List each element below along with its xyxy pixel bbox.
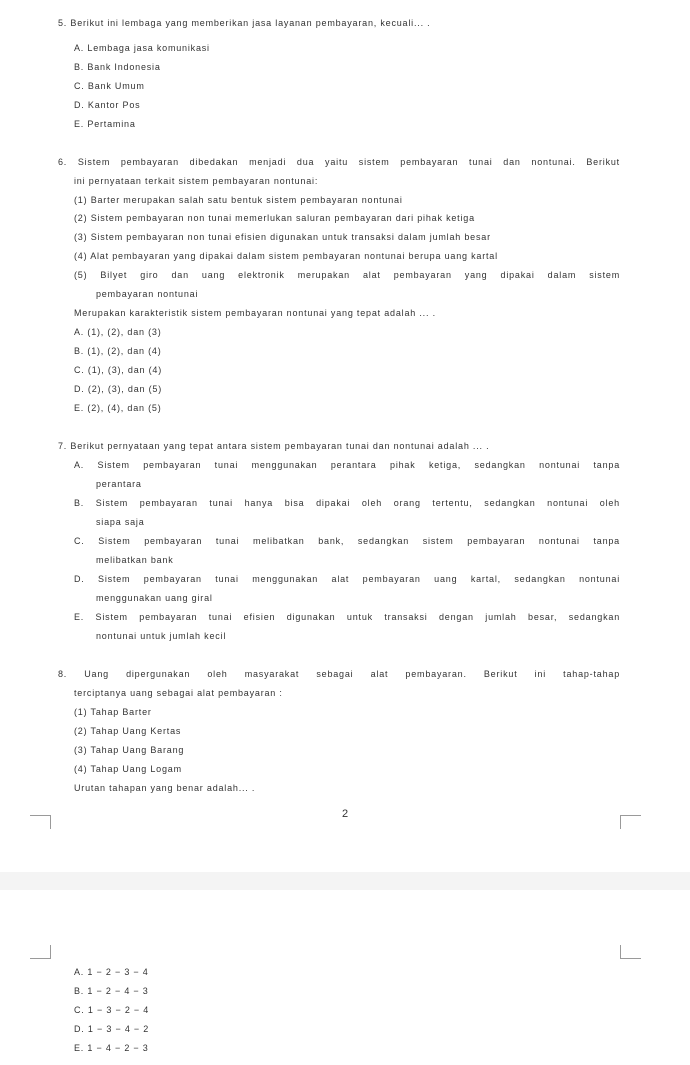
q6-statement-2: (2) Sistem pembayaran non tunai memerlukan saluran pembayaran dari pihak ketiga (74, 213, 475, 223)
crop-mark-bottom-right (620, 945, 641, 959)
q6-statement-5-line-1: (5) Bilyet giro dan uang elektronik merupakan alat pembayaran yang dipakai dalam sistem (74, 270, 620, 280)
q6-option-d: D. (2), (3), dan (5) (74, 384, 163, 394)
q8-statement-3: (3) Tahap Uang Barang (74, 745, 185, 755)
q8-prompt: Urutan tahapan yang benar adalah... . (74, 783, 256, 793)
q5-option-a: A. Lembaga jasa komunikasi (74, 43, 210, 53)
q7-option-d-line-1: D. Sistem pembayaran tunai menggunakan alat pembayaran uang kartal, sedangkan nontunai (74, 574, 620, 584)
q7-stem: 7. Berikut pernyataan yang tepat antara sistem pembayaran tunai dan nontunai adalah ... . (58, 441, 490, 451)
q7-option-b-line-1: B. Sistem pembayaran tunai hanya bisa dipakai oleh orang tertentu, sedangkan nontunai oleh (74, 498, 620, 508)
q7-option-d-line-2: menggunakan uang giral (96, 593, 213, 603)
crop-mark-bottom-left (30, 945, 51, 959)
q7-option-b-line-2: siapa saja (96, 517, 145, 527)
q6-option-b: B. (1), (2), dan (4) (74, 346, 162, 356)
q8-stem-line-2: terciptanya uang sebagai alat pembayaran : (74, 688, 283, 698)
q8-option-e: E. 1 − 4 − 2 − 3 (74, 1043, 149, 1053)
q5-option-b: B. Bank Indonesia (74, 62, 161, 72)
q7-option-c-line-2: melibatkan bank (96, 555, 174, 565)
q5-option-d: D. Kantor Pos (74, 100, 141, 110)
q7-option-e-line-2: nontunai untuk jumlah kecil (96, 631, 227, 641)
q8-option-c: C. 1 − 3 − 2 − 4 (74, 1005, 150, 1015)
q6-prompt: Merupakan karakteristik sistem pembayaran nontunai yang tepat adalah ... . (74, 308, 436, 318)
q7-option-a-line-2: perantara (96, 479, 142, 489)
q7-option-a-line-1: A. Sistem pembayaran tunai menggunakan perantara pihak ketiga, sedangkan nontunai tanpa (74, 460, 620, 470)
q6-statement-4: (4) Alat pembayaran yang dipakai dalam sistem pembayaran nontunai berupa uang kartal (74, 251, 498, 261)
q7-option-e-line-1: E. Sistem pembayaran tunai efisien digunakan untuk transaksi dengan jumlah besar, sedangkan (74, 612, 620, 622)
q7-option-c-line-1: C. Sistem pembayaran tunai melibatkan bank, sedangkan sistem pembayaran nontunai tanpa (74, 536, 620, 546)
q6-option-c: C. (1), (3), dan (4) (74, 365, 163, 375)
q8-statement-2: (2) Tahap Uang Kertas (74, 726, 182, 736)
page-number: 2 (341, 808, 349, 820)
q8-stem-line-1: 8. Uang dipergunakan oleh masyarakat sebagai alat pembayaran. Berikut ini tahap-tahap (58, 669, 620, 679)
q5-option-e: E. Pertamina (74, 119, 136, 129)
q6-stem-line-2: ini pernyataan terkait sistem pembayaran nontunai: (74, 176, 319, 186)
q6-option-a: A. (1), (2), dan (3) (74, 327, 162, 337)
q8-statement-1: (1) Tahap Barter (74, 707, 152, 717)
q6-statement-3: (3) Sistem pembayaran non tunai efisien digunakan untuk transaksi dalam jumlah besar (74, 232, 491, 242)
q8-option-a: A. 1 − 2 − 3 − 4 (74, 967, 149, 977)
page-break (0, 872, 690, 890)
q5-option-c: C. Bank Umum (74, 81, 145, 91)
q8-statement-4: (4) Tahap Uang Logam (74, 764, 182, 774)
q6-option-e: E. (2), (4), dan (5) (74, 403, 162, 413)
q8-option-b: B. 1 − 2 − 4 − 3 (74, 986, 149, 996)
q6-statement-1: (1) Barter merupakan salah satu bentuk sistem pembayaran nontunai (74, 195, 403, 205)
q8-option-d: D. 1 − 3 − 4 − 2 (74, 1024, 150, 1034)
q5-stem: 5. Berikut ini lembaga yang memberikan jasa layanan pembayaran, kecuali... . (58, 18, 431, 28)
q6-stem-line-1: 6. Sistem pembayaran dibedakan menjadi dua yaitu sistem pembayaran tunai dan nontunai. Berikut (58, 157, 620, 167)
q6-statement-5-line-2: pembayaran nontunai (96, 289, 199, 299)
